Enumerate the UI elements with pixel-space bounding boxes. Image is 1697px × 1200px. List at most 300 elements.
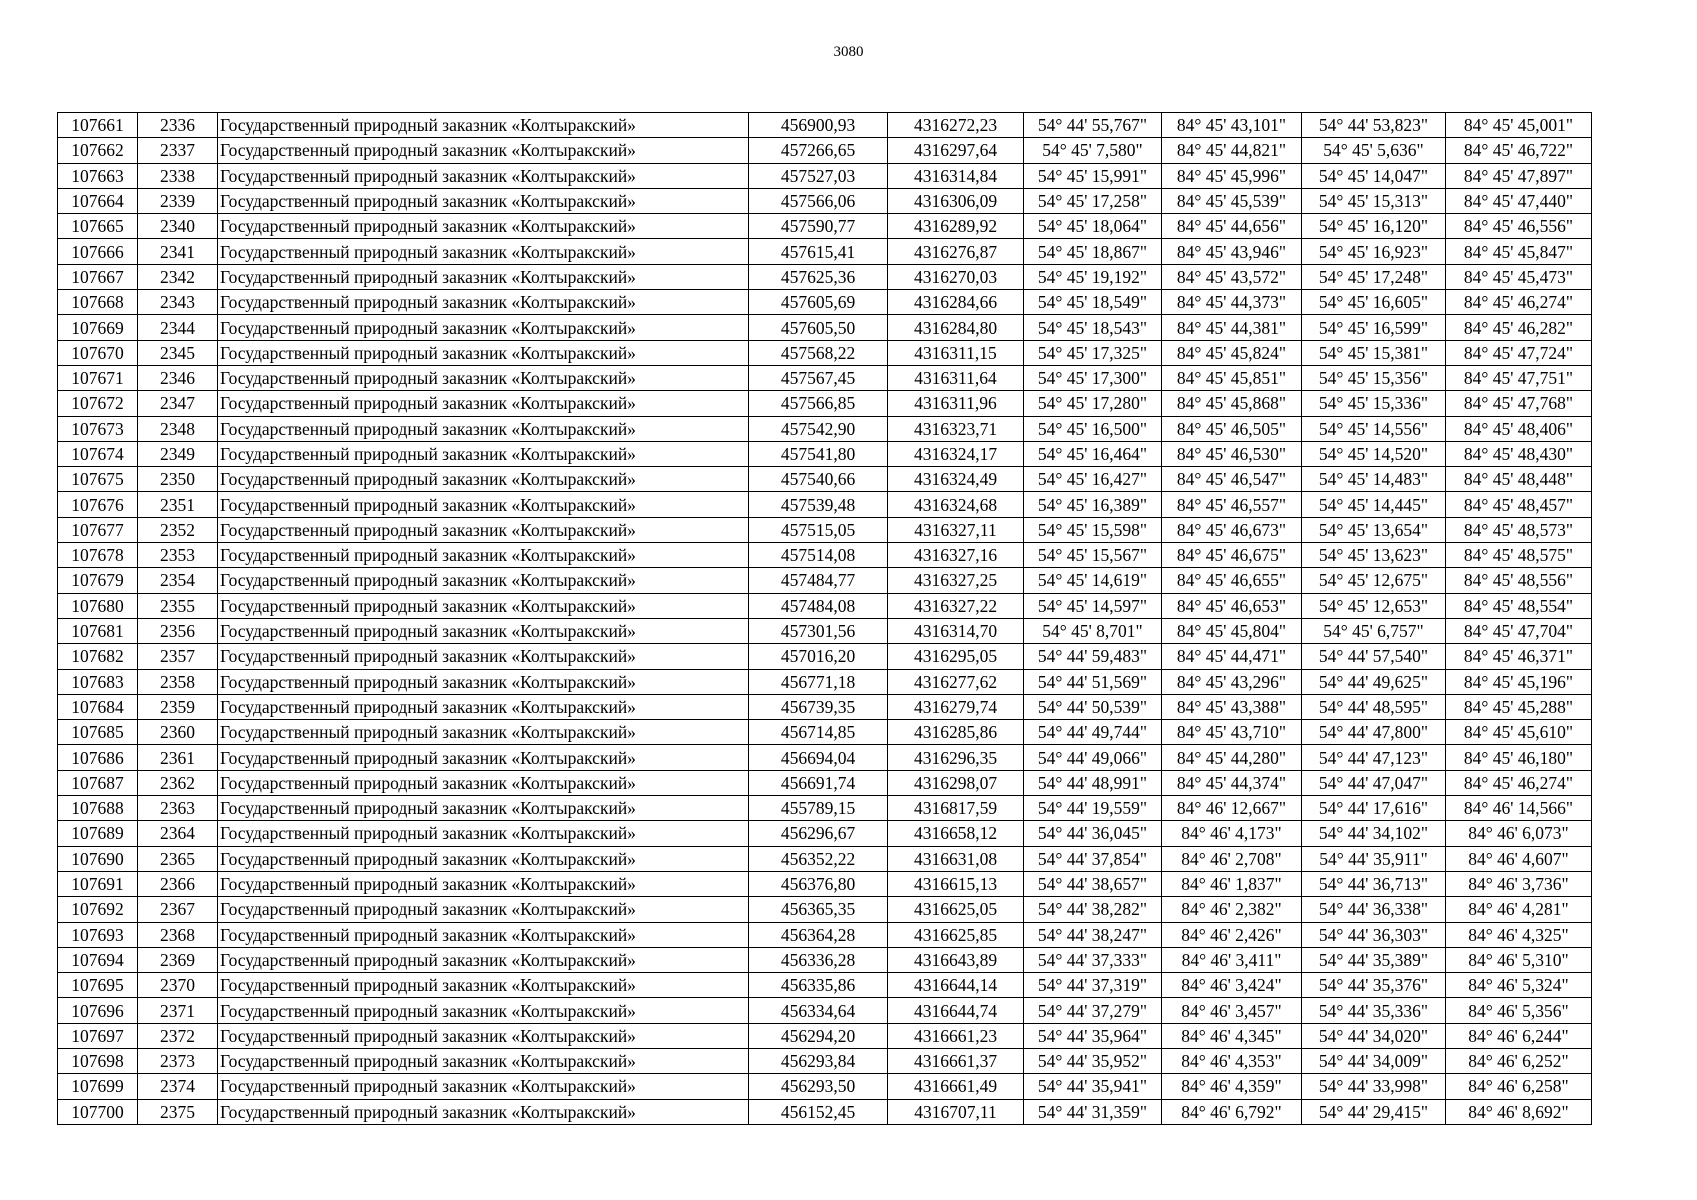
- point-number-cell: 2352: [138, 517, 218, 542]
- longitude-1-cell: 84° 45' 46,547": [1162, 467, 1302, 492]
- y-coordinate-cell: 4316615,13: [888, 871, 1024, 896]
- latitude-1-cell: 54° 45' 8,701": [1024, 618, 1162, 643]
- y-coordinate-cell: 4316276,87: [888, 239, 1024, 264]
- latitude-1-cell: 54° 44' 38,282": [1024, 897, 1162, 922]
- latitude-2-cell: 54° 44' 57,540": [1302, 644, 1446, 669]
- latitude-1-cell: 54° 44' 37,333": [1024, 947, 1162, 972]
- x-coordinate-cell: 457605,50: [749, 315, 888, 340]
- y-coordinate-cell: 4316295,05: [888, 644, 1024, 669]
- x-coordinate-cell: 457266,65: [749, 138, 888, 163]
- latitude-1-cell: 54° 45' 18,543": [1024, 315, 1162, 340]
- record-number-cell: 107678: [58, 543, 138, 568]
- longitude-2-cell: 84° 45' 45,473": [1446, 264, 1592, 289]
- point-number-cell: 2364: [138, 821, 218, 846]
- table-row: [58, 1099, 1592, 1124]
- latitude-1-cell: 54° 45' 18,549": [1024, 290, 1162, 315]
- table-row: [58, 770, 1592, 795]
- table-row: [58, 290, 1592, 315]
- latitude-1-cell: 54° 44' 35,964": [1024, 1023, 1162, 1048]
- table-row: [58, 922, 1592, 947]
- latitude-2-cell: 54° 44' 34,102": [1302, 821, 1446, 846]
- record-number-cell: 107680: [58, 593, 138, 618]
- object-name-cell: Государственный природный заказник «Колтыракский»: [218, 1048, 749, 1073]
- object-name-cell: Государственный природный заказник «Колтыракский»: [218, 315, 749, 340]
- table-row: [58, 618, 1592, 643]
- x-coordinate-cell: 457540,66: [749, 467, 888, 492]
- longitude-2-cell: 84° 46' 5,356": [1446, 998, 1592, 1023]
- latitude-1-cell: 54° 45' 16,389": [1024, 492, 1162, 517]
- object-name-cell: Государственный природный заказник «Колтыракский»: [218, 391, 749, 416]
- object-name-cell: Государственный природный заказник «Колтыракский»: [218, 669, 749, 694]
- y-coordinate-cell: 4316707,11: [888, 1099, 1024, 1124]
- latitude-2-cell: 54° 44' 36,303": [1302, 922, 1446, 947]
- latitude-2-cell: 54° 45' 15,356": [1302, 365, 1446, 390]
- object-name-cell: Государственный природный заказник «Колтыракский»: [218, 770, 749, 795]
- object-name-cell: Государственный природный заказник «Колтыракский»: [218, 214, 749, 239]
- longitude-1-cell: 84° 45' 44,381": [1162, 315, 1302, 340]
- object-name-cell: Государственный природный заказник «Колтыракский»: [218, 897, 749, 922]
- point-number-cell: 2336: [138, 113, 218, 138]
- x-coordinate-cell: 456334,64: [749, 998, 888, 1023]
- y-coordinate-cell: 4316661,49: [888, 1074, 1024, 1099]
- table-row: [58, 669, 1592, 694]
- object-name-cell: Государственный природный заказник «Колтыракский»: [218, 973, 749, 998]
- latitude-2-cell: 54° 45' 15,336": [1302, 391, 1446, 416]
- y-coordinate-cell: 4316277,62: [888, 669, 1024, 694]
- longitude-2-cell: 84° 46' 3,736": [1446, 871, 1592, 896]
- table-row: [58, 1023, 1592, 1048]
- point-number-cell: 2354: [138, 568, 218, 593]
- longitude-1-cell: 84° 45' 45,824": [1162, 340, 1302, 365]
- object-name-cell: Государственный природный заказник «Колтыракский»: [218, 1074, 749, 1099]
- latitude-2-cell: 54° 45' 17,248": [1302, 264, 1446, 289]
- x-coordinate-cell: 457605,69: [749, 290, 888, 315]
- longitude-2-cell: 84° 45' 47,704": [1446, 618, 1592, 643]
- point-number-cell: 2368: [138, 922, 218, 947]
- table-body: [58, 113, 1592, 1125]
- longitude-1-cell: 84° 46' 1,837": [1162, 871, 1302, 896]
- table-row: [58, 593, 1592, 618]
- latitude-1-cell: 54° 44' 48,991": [1024, 770, 1162, 795]
- longitude-1-cell: 84° 46' 3,411": [1162, 947, 1302, 972]
- latitude-1-cell: 54° 44' 51,569": [1024, 669, 1162, 694]
- y-coordinate-cell: 4316658,12: [888, 821, 1024, 846]
- longitude-1-cell: 84° 46' 4,359": [1162, 1074, 1302, 1099]
- longitude-2-cell: 84° 45' 45,288": [1446, 694, 1592, 719]
- x-coordinate-cell: 457568,22: [749, 340, 888, 365]
- latitude-2-cell: 54° 44' 36,713": [1302, 871, 1446, 896]
- y-coordinate-cell: 4316327,25: [888, 568, 1024, 593]
- x-coordinate-cell: 456335,86: [749, 973, 888, 998]
- latitude-2-cell: 54° 45' 6,757": [1302, 618, 1446, 643]
- table-row: [58, 416, 1592, 441]
- point-number-cell: 2355: [138, 593, 218, 618]
- x-coordinate-cell: 456714,85: [749, 720, 888, 745]
- point-number-cell: 2347: [138, 391, 218, 416]
- record-number-cell: 107684: [58, 694, 138, 719]
- longitude-2-cell: 84° 46' 6,244": [1446, 1023, 1592, 1048]
- latitude-1-cell: 54° 44' 38,247": [1024, 922, 1162, 947]
- point-number-cell: 2361: [138, 745, 218, 770]
- longitude-1-cell: 84° 45' 45,539": [1162, 188, 1302, 213]
- object-name-cell: Государственный природный заказник «Колтыракский»: [218, 113, 749, 138]
- longitude-1-cell: 84° 45' 44,280": [1162, 745, 1302, 770]
- latitude-2-cell: 54° 44' 35,911": [1302, 846, 1446, 871]
- table-row: [58, 1074, 1592, 1099]
- record-number-cell: 107688: [58, 796, 138, 821]
- object-name-cell: Государственный природный заказник «Колтыракский»: [218, 543, 749, 568]
- table-row: [58, 239, 1592, 264]
- longitude-1-cell: 84° 45' 43,572": [1162, 264, 1302, 289]
- latitude-2-cell: 54° 45' 13,623": [1302, 543, 1446, 568]
- latitude-2-cell: 54° 45' 12,653": [1302, 593, 1446, 618]
- record-number-cell: 107677: [58, 517, 138, 542]
- longitude-1-cell: 84° 46' 2,708": [1162, 846, 1302, 871]
- object-name-cell: Государственный природный заказник «Колтыракский»: [218, 821, 749, 846]
- x-coordinate-cell: 456293,84: [749, 1048, 888, 1073]
- x-coordinate-cell: 456771,18: [749, 669, 888, 694]
- point-number-cell: 2345: [138, 340, 218, 365]
- object-name-cell: Государственный природный заказник «Колтыракский»: [218, 441, 749, 466]
- latitude-1-cell: 54° 44' 31,359": [1024, 1099, 1162, 1124]
- longitude-2-cell: 84° 46' 6,073": [1446, 821, 1592, 846]
- record-number-cell: 107669: [58, 315, 138, 340]
- longitude-1-cell: 84° 46' 2,426": [1162, 922, 1302, 947]
- longitude-2-cell: 84° 45' 48,457": [1446, 492, 1592, 517]
- latitude-1-cell: 54° 45' 15,567": [1024, 543, 1162, 568]
- y-coordinate-cell: 4316296,35: [888, 745, 1024, 770]
- longitude-1-cell: 84° 45' 45,996": [1162, 163, 1302, 188]
- latitude-1-cell: 54° 45' 16,427": [1024, 467, 1162, 492]
- record-number-cell: 107692: [58, 897, 138, 922]
- x-coordinate-cell: 456691,74: [749, 770, 888, 795]
- record-number-cell: 107685: [58, 720, 138, 745]
- longitude-2-cell: 84° 46' 6,252": [1446, 1048, 1592, 1073]
- x-coordinate-cell: 457590,77: [749, 214, 888, 239]
- y-coordinate-cell: 4316311,64: [888, 365, 1024, 390]
- point-number-cell: 2351: [138, 492, 218, 517]
- object-name-cell: Государственный природный заказник «Колтыракский»: [218, 568, 749, 593]
- longitude-2-cell: 84° 45' 46,722": [1446, 138, 1592, 163]
- y-coordinate-cell: 4316327,16: [888, 543, 1024, 568]
- longitude-1-cell: 84° 45' 45,851": [1162, 365, 1302, 390]
- table-row: [58, 517, 1592, 542]
- latitude-2-cell: 54° 44' 35,389": [1302, 947, 1446, 972]
- latitude-1-cell: 54° 45' 14,597": [1024, 593, 1162, 618]
- object-name-cell: Государственный природный заказник «Колтыракский»: [218, 720, 749, 745]
- record-number-cell: 107681: [58, 618, 138, 643]
- point-number-cell: 2338: [138, 163, 218, 188]
- point-number-cell: 2342: [138, 264, 218, 289]
- record-number-cell: 107700: [58, 1099, 138, 1124]
- object-name-cell: Государственный природный заказник «Колтыракский»: [218, 745, 749, 770]
- x-coordinate-cell: 457301,56: [749, 618, 888, 643]
- point-number-cell: 2375: [138, 1099, 218, 1124]
- object-name-cell: Государственный природный заказник «Колтыракский»: [218, 618, 749, 643]
- table-row: [58, 264, 1592, 289]
- longitude-1-cell: 84° 45' 46,653": [1162, 593, 1302, 618]
- longitude-2-cell: 84° 46' 5,310": [1446, 947, 1592, 972]
- x-coordinate-cell: 457542,90: [749, 416, 888, 441]
- x-coordinate-cell: 457566,85: [749, 391, 888, 416]
- longitude-1-cell: 84° 45' 46,675": [1162, 543, 1302, 568]
- latitude-1-cell: 54° 45' 7,580": [1024, 138, 1162, 163]
- y-coordinate-cell: 4316272,23: [888, 113, 1024, 138]
- point-number-cell: 2372: [138, 1023, 218, 1048]
- longitude-1-cell: 84° 45' 43,710": [1162, 720, 1302, 745]
- latitude-1-cell: 54° 44' 50,539": [1024, 694, 1162, 719]
- y-coordinate-cell: 4316314,84: [888, 163, 1024, 188]
- table-row: [58, 998, 1592, 1023]
- longitude-1-cell: 84° 45' 44,373": [1162, 290, 1302, 315]
- longitude-1-cell: 84° 46' 3,457": [1162, 998, 1302, 1023]
- table-row: [58, 113, 1592, 138]
- latitude-2-cell: 54° 45' 5,636": [1302, 138, 1446, 163]
- longitude-1-cell: 84° 46' 4,353": [1162, 1048, 1302, 1073]
- record-number-cell: 107671: [58, 365, 138, 390]
- longitude-2-cell: 84° 46' 5,324": [1446, 973, 1592, 998]
- x-coordinate-cell: 456694,04: [749, 745, 888, 770]
- table-row: [58, 568, 1592, 593]
- point-number-cell: 2341: [138, 239, 218, 264]
- latitude-1-cell: 54° 44' 35,952": [1024, 1048, 1162, 1073]
- longitude-1-cell: 84° 45' 43,388": [1162, 694, 1302, 719]
- latitude-2-cell: 54° 45' 16,120": [1302, 214, 1446, 239]
- table-row: [58, 897, 1592, 922]
- longitude-1-cell: 84° 46' 6,792": [1162, 1099, 1302, 1124]
- point-number-cell: 2359: [138, 694, 218, 719]
- object-name-cell: Государственный природный заказник «Колтыракский»: [218, 264, 749, 289]
- point-number-cell: 2344: [138, 315, 218, 340]
- longitude-2-cell: 84° 46' 8,692": [1446, 1099, 1592, 1124]
- y-coordinate-cell: 4316285,86: [888, 720, 1024, 745]
- longitude-2-cell: 84° 45' 47,724": [1446, 340, 1592, 365]
- latitude-2-cell: 54° 45' 15,313": [1302, 188, 1446, 213]
- y-coordinate-cell: 4316298,07: [888, 770, 1024, 795]
- latitude-1-cell: 54° 45' 16,464": [1024, 441, 1162, 466]
- point-number-cell: 2343: [138, 290, 218, 315]
- latitude-1-cell: 54° 45' 17,280": [1024, 391, 1162, 416]
- point-number-cell: 2346: [138, 365, 218, 390]
- point-number-cell: 2349: [138, 441, 218, 466]
- latitude-2-cell: 54° 44' 47,047": [1302, 770, 1446, 795]
- record-number-cell: 107668: [58, 290, 138, 315]
- y-coordinate-cell: 4316284,80: [888, 315, 1024, 340]
- record-number-cell: 107691: [58, 871, 138, 896]
- longitude-2-cell: 84° 46' 6,258": [1446, 1074, 1592, 1099]
- point-number-cell: 2356: [138, 618, 218, 643]
- table-row: [58, 694, 1592, 719]
- table-row: [58, 720, 1592, 745]
- longitude-1-cell: 84° 45' 46,505": [1162, 416, 1302, 441]
- x-coordinate-cell: 457566,06: [749, 188, 888, 213]
- record-number-cell: 107672: [58, 391, 138, 416]
- latitude-1-cell: 54° 45' 17,300": [1024, 365, 1162, 390]
- longitude-2-cell: 84° 46' 4,281": [1446, 897, 1592, 922]
- object-name-cell: Государственный природный заказник «Колтыракский»: [218, 365, 749, 390]
- latitude-1-cell: 54° 44' 38,657": [1024, 871, 1162, 896]
- y-coordinate-cell: 4316279,74: [888, 694, 1024, 719]
- y-coordinate-cell: 4316306,09: [888, 188, 1024, 213]
- record-number-cell: 107694: [58, 947, 138, 972]
- y-coordinate-cell: 4316661,23: [888, 1023, 1024, 1048]
- latitude-2-cell: 54° 44' 35,376": [1302, 973, 1446, 998]
- table-row: [58, 871, 1592, 896]
- record-number-cell: 107696: [58, 998, 138, 1023]
- x-coordinate-cell: 456336,28: [749, 947, 888, 972]
- latitude-2-cell: 54° 45' 16,599": [1302, 315, 1446, 340]
- point-number-cell: 2360: [138, 720, 218, 745]
- longitude-1-cell: 84° 46' 4,345": [1162, 1023, 1302, 1048]
- table-row: [58, 745, 1592, 770]
- y-coordinate-cell: 4316661,37: [888, 1048, 1024, 1073]
- table-row: [58, 365, 1592, 390]
- coordinates-table: [57, 112, 1592, 1125]
- x-coordinate-cell: 456352,22: [749, 846, 888, 871]
- latitude-1-cell: 54° 44' 55,767": [1024, 113, 1162, 138]
- latitude-1-cell: 54° 44' 49,744": [1024, 720, 1162, 745]
- latitude-2-cell: 54° 45' 14,483": [1302, 467, 1446, 492]
- longitude-1-cell: 84° 45' 43,296": [1162, 669, 1302, 694]
- y-coordinate-cell: 4316323,71: [888, 416, 1024, 441]
- record-number-cell: 107690: [58, 846, 138, 871]
- latitude-1-cell: 54° 44' 37,279": [1024, 998, 1162, 1023]
- point-number-cell: 2350: [138, 467, 218, 492]
- latitude-2-cell: 54° 44' 53,823": [1302, 113, 1446, 138]
- latitude-1-cell: 54° 45' 15,991": [1024, 163, 1162, 188]
- table-row: [58, 543, 1592, 568]
- record-number-cell: 107670: [58, 340, 138, 365]
- point-number-cell: 2371: [138, 998, 218, 1023]
- latitude-2-cell: 54° 44' 34,009": [1302, 1048, 1446, 1073]
- record-number-cell: 107673: [58, 416, 138, 441]
- longitude-2-cell: 84° 46' 4,325": [1446, 922, 1592, 947]
- record-number-cell: 107674: [58, 441, 138, 466]
- latitude-1-cell: 54° 44' 37,319": [1024, 973, 1162, 998]
- record-number-cell: 107666: [58, 239, 138, 264]
- record-number-cell: 107686: [58, 745, 138, 770]
- longitude-1-cell: 84° 45' 44,656": [1162, 214, 1302, 239]
- longitude-1-cell: 84° 46' 2,382": [1162, 897, 1302, 922]
- table-row: [58, 138, 1592, 163]
- latitude-1-cell: 54° 45' 17,258": [1024, 188, 1162, 213]
- y-coordinate-cell: 4316327,11: [888, 517, 1024, 542]
- object-name-cell: Государственный природный заказник «Колтыракский»: [218, 416, 749, 441]
- object-name-cell: Государственный природный заказник «Колтыракский»: [218, 138, 749, 163]
- longitude-2-cell: 84° 45' 45,610": [1446, 720, 1592, 745]
- table-row: [58, 821, 1592, 846]
- x-coordinate-cell: 457567,45: [749, 365, 888, 390]
- x-coordinate-cell: 457625,36: [749, 264, 888, 289]
- record-number-cell: 107698: [58, 1048, 138, 1073]
- table-row: [58, 214, 1592, 239]
- longitude-1-cell: 84° 45' 46,557": [1162, 492, 1302, 517]
- table-row: [58, 947, 1592, 972]
- x-coordinate-cell: 456294,20: [749, 1023, 888, 1048]
- longitude-2-cell: 84° 45' 46,274": [1446, 290, 1592, 315]
- x-coordinate-cell: 457541,80: [749, 441, 888, 466]
- latitude-2-cell: 54° 44' 35,336": [1302, 998, 1446, 1023]
- latitude-2-cell: 54° 45' 14,556": [1302, 416, 1446, 441]
- longitude-1-cell: 84° 45' 45,868": [1162, 391, 1302, 416]
- record-number-cell: 107675: [58, 467, 138, 492]
- x-coordinate-cell: 456293,50: [749, 1074, 888, 1099]
- y-coordinate-cell: 4316817,59: [888, 796, 1024, 821]
- longitude-2-cell: 84° 46' 14,566": [1446, 796, 1592, 821]
- longitude-2-cell: 84° 45' 45,001": [1446, 113, 1592, 138]
- longitude-2-cell: 84° 45' 48,430": [1446, 441, 1592, 466]
- latitude-2-cell: 54° 44' 47,123": [1302, 745, 1446, 770]
- longitude-2-cell: 84° 45' 48,406": [1446, 416, 1592, 441]
- table-row: [58, 391, 1592, 416]
- longitude-2-cell: 84° 45' 45,196": [1446, 669, 1592, 694]
- y-coordinate-cell: 4316284,66: [888, 290, 1024, 315]
- x-coordinate-cell: 457515,05: [749, 517, 888, 542]
- longitude-2-cell: 84° 45' 48,554": [1446, 593, 1592, 618]
- point-number-cell: 2353: [138, 543, 218, 568]
- longitude-2-cell: 84° 45' 48,448": [1446, 467, 1592, 492]
- latitude-1-cell: 54° 44' 36,045": [1024, 821, 1162, 846]
- latitude-2-cell: 54° 45' 14,047": [1302, 163, 1446, 188]
- table-row: [58, 163, 1592, 188]
- x-coordinate-cell: 456296,67: [749, 821, 888, 846]
- record-number-cell: 107676: [58, 492, 138, 517]
- longitude-1-cell: 84° 45' 46,673": [1162, 517, 1302, 542]
- record-number-cell: 107661: [58, 113, 138, 138]
- object-name-cell: Государственный природный заказник «Колтыракский»: [218, 492, 749, 517]
- latitude-2-cell: 54° 44' 29,415": [1302, 1099, 1446, 1124]
- y-coordinate-cell: 4316643,89: [888, 947, 1024, 972]
- object-name-cell: Государственный природный заказник «Колтыракский»: [218, 1023, 749, 1048]
- table-row: [58, 340, 1592, 365]
- longitude-2-cell: 84° 45' 47,440": [1446, 188, 1592, 213]
- record-number-cell: 107662: [58, 138, 138, 163]
- latitude-1-cell: 54° 44' 37,854": [1024, 846, 1162, 871]
- y-coordinate-cell: 4316297,64: [888, 138, 1024, 163]
- record-number-cell: 107699: [58, 1074, 138, 1099]
- object-name-cell: Государственный природный заказник «Колтыракский»: [218, 517, 749, 542]
- x-coordinate-cell: 457016,20: [749, 644, 888, 669]
- longitude-1-cell: 84° 45' 46,655": [1162, 568, 1302, 593]
- latitude-2-cell: 54° 45' 15,381": [1302, 340, 1446, 365]
- longitude-2-cell: 84° 45' 45,847": [1446, 239, 1592, 264]
- object-name-cell: Государственный природный заказник «Колтыракский»: [218, 467, 749, 492]
- x-coordinate-cell: 457527,03: [749, 163, 888, 188]
- longitude-2-cell: 84° 46' 4,607": [1446, 846, 1592, 871]
- latitude-1-cell: 54° 45' 16,500": [1024, 416, 1162, 441]
- object-name-cell: Государственный природный заказник «Колтыракский»: [218, 188, 749, 213]
- latitude-1-cell: 54° 44' 49,066": [1024, 745, 1162, 770]
- record-number-cell: 107697: [58, 1023, 138, 1048]
- latitude-1-cell: 54° 45' 14,619": [1024, 568, 1162, 593]
- table-row: [58, 441, 1592, 466]
- longitude-1-cell: 84° 46' 4,173": [1162, 821, 1302, 846]
- point-number-cell: 2358: [138, 669, 218, 694]
- latitude-2-cell: 54° 45' 16,605": [1302, 290, 1446, 315]
- x-coordinate-cell: 457484,08: [749, 593, 888, 618]
- table-row: [58, 467, 1592, 492]
- point-number-cell: 2374: [138, 1074, 218, 1099]
- record-number-cell: 107664: [58, 188, 138, 213]
- table-row: [58, 188, 1592, 213]
- object-name-cell: Государственный природный заказник «Колтыракский»: [218, 694, 749, 719]
- latitude-2-cell: 54° 44' 49,625": [1302, 669, 1446, 694]
- point-number-cell: 2370: [138, 973, 218, 998]
- object-name-cell: Государственный природный заказник «Колтыракский»: [218, 593, 749, 618]
- table-row: [58, 492, 1592, 517]
- y-coordinate-cell: 4316327,22: [888, 593, 1024, 618]
- object-name-cell: Государственный природный заказник «Колтыракский»: [218, 163, 749, 188]
